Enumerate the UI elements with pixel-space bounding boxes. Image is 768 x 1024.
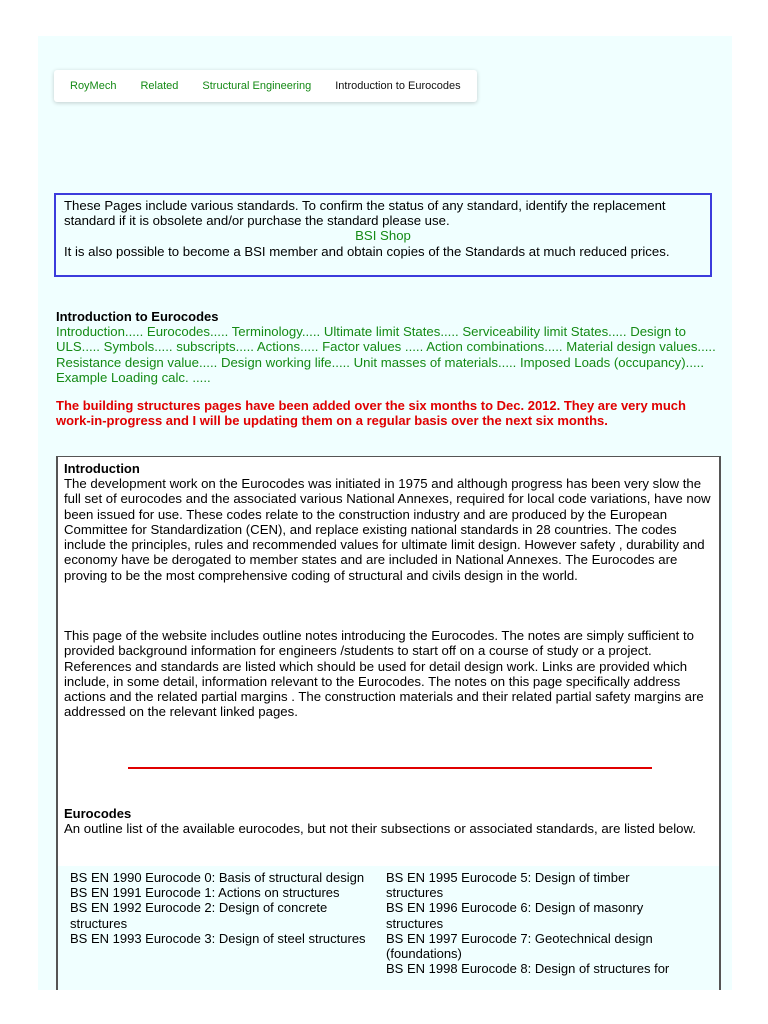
toc-link-material-design-values[interactable]: Material design values.....: [566, 339, 716, 355]
toc-link-ultimate-limit-states[interactable]: Ultimate limit States.....: [323, 324, 459, 339]
toc-link-resistance-design-value[interactable]: Resistance design value.....: [56, 354, 218, 370]
breadcrumb: [54, 70, 477, 102]
toc-link-imposed-loads[interactable]: Imposed Loads (occupancy).....: [520, 354, 704, 370]
bsi-shop-link[interactable]: BSI Shop: [355, 228, 411, 244]
introduction-heading: Introduction: [64, 461, 140, 476]
toc-title: Introduction to Eurocodes: [56, 309, 219, 324]
introduction-paragraph-2: This page of the website includes outline notes introducing the Eurocodes. The notes are simply sufficient to provided background information for engineers /students to start off on a course of study or a project. References and standards are listed which should be used for detail design work. Links are provided which include, in some detail, information relevant to the Eurocodes. The notes on this page specifically address actions and the related partial margins . The construction materials and their related partial safety margins are addressed on the relevant linked pages.: [64, 628, 704, 720]
breadcrumb-current-page: Introduction to Eurocodes: [335, 80, 461, 92]
eurocode-item: BS EN 1992 Eurocode 2: Design of concrete structures: [70, 900, 328, 931]
eurocodes-column-right: [386, 870, 686, 976]
eurocode-item: BS EN 1995 Eurocode 5: Design of timber structures: [386, 870, 630, 901]
eurocode-item: BS EN 1993 Eurocode 3: Design of steel structures: [70, 930, 366, 946]
main-content-box: [56, 456, 721, 990]
eurocode-item: BS EN 1998 Eurocode 8: Design of structures for: [386, 961, 670, 977]
toc-link-example-loading-calc[interactable]: Example Loading calc. .....: [56, 369, 211, 385]
toc-link-eurocodes[interactable]: Eurocodes.....: [146, 324, 229, 339]
table-of-contents: [56, 324, 716, 385]
page-container: [38, 36, 732, 990]
toc-link-symbols[interactable]: Symbols.....: [103, 339, 173, 355]
toc-link-introduction[interactable]: Introduction.....: [56, 324, 144, 339]
eurocodes-heading: Eurocodes: [64, 806, 132, 821]
toc-link-subscripts[interactable]: subscripts.....: [176, 339, 254, 355]
breadcrumb-related[interactable]: Related: [140, 80, 179, 92]
eurocodes-column-left: [70, 870, 370, 946]
standards-notice: [54, 193, 712, 277]
toc-link-action-combinations[interactable]: Action combinations.....: [426, 339, 563, 355]
toc-link-factor-values[interactable]: Factor values .....: [322, 339, 424, 355]
section-divider: [128, 767, 652, 769]
toc-link-unit-masses[interactable]: Unit masses of materials.....: [353, 354, 517, 370]
notice-text-2: It is also possible to become a BSI member and obtain copies of the Standards at much reduced prices.: [64, 243, 670, 259]
eurocode-item: BS EN 1991 Eurocode 1: Actions on structures: [70, 885, 340, 901]
toc-link-design-working-life[interactable]: Design working life.....: [220, 354, 350, 370]
toc-link-terminology[interactable]: Terminology.....: [231, 324, 321, 339]
work-in-progress-warning: The building structures pages have been added over the six months to Dec. 2012. They are very much work-in-progress and I will be updating them on a regular basis over the next six months.: [56, 398, 686, 429]
toc-link-actions[interactable]: Actions.....: [256, 339, 319, 355]
eurocodes-paragraph: An outline list of the available eurocodes, but not their subsections or associated standards, are listed below.: [64, 821, 696, 836]
breadcrumb-roymech[interactable]: RoyMech: [70, 80, 117, 92]
toc-link-serviceability-limit-states[interactable]: Serviceability limit States.....: [462, 324, 627, 339]
eurocode-item: BS EN 1996 Eurocode 6: Design of masonry structures: [386, 900, 644, 931]
notice-text-1: These Pages include various standards. To confirm the status of any standard, identify the replacement standard if it is obsolete and/or purchase the standard please use.: [64, 198, 666, 229]
introduction-paragraph-1: The development work on the Eurocodes was initiated in 1975 and although progress has been very slow the full set of eurocodes and the associated various National Annexes, required for local code variations, have now been issued for use. These codes relate to the construction industry and are produced by the European Committee for Standardization (CEN), and replace existing national standards in 28 countries. The codes include the principles, rules and recommended values for ultimate limit design. However safety , durability and economy have be derogated to member states and are included in National Annexes. The Eurocodes are proving to be the most comprehensive coding of structural and civils design in the world.: [64, 476, 711, 583]
eurocode-item: BS EN 1990 Eurocode 0: Basis of structural design: [70, 870, 365, 885]
eurocodes-list-table: [58, 866, 719, 990]
eurocode-item: BS EN 1997 Eurocode 7: Geotechnical design (foundations): [386, 930, 653, 962]
breadcrumb-structural-engineering[interactable]: Structural Engineering: [202, 80, 312, 92]
toc-link-design-to-uls[interactable]: Design to ULS.....: [56, 324, 686, 355]
